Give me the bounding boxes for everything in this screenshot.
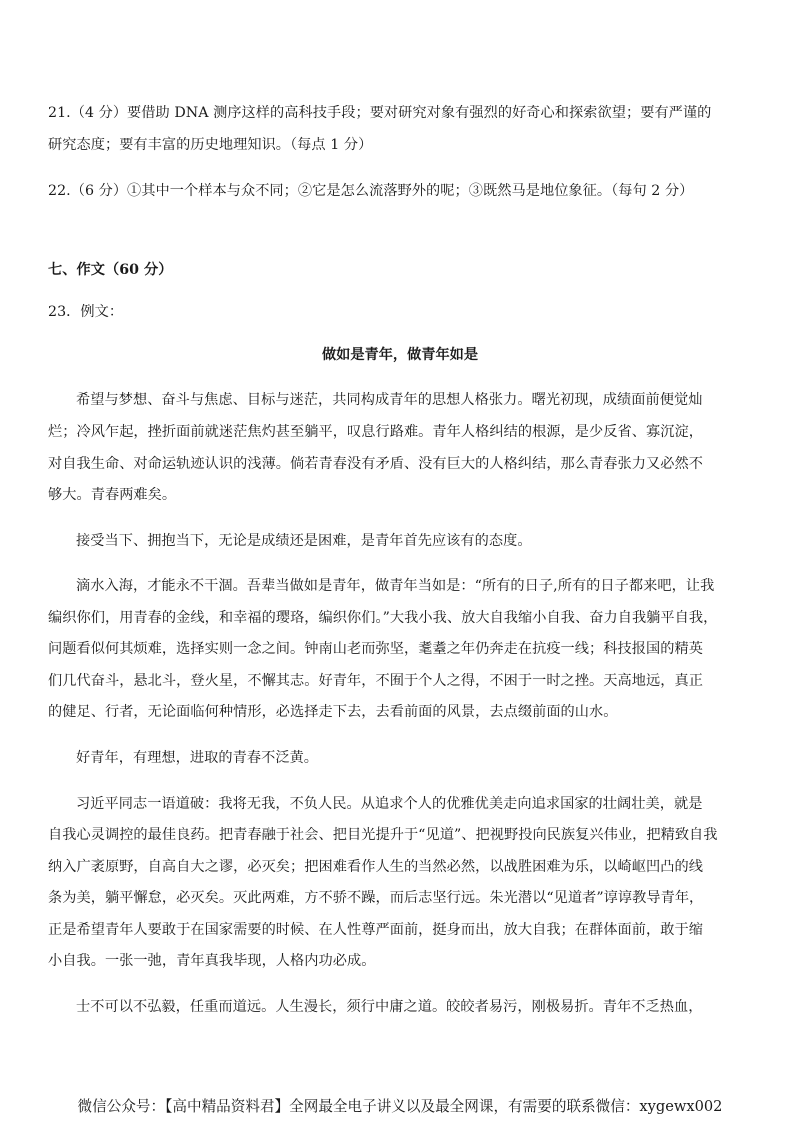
essay-p3-line: 滴水入海，才能永不干涸。吾辈当做如是青年，做青年当如是：“所有的日子,所有的日子都来吧，让我 xyxy=(76,578,715,594)
essay-p1-line: 对自我生命、对命运轨迹认识的浅薄。倘若青春没有矛盾、没有巨大的人格纠结，那么青春张力又必然不 xyxy=(48,456,703,472)
essay-p4-line: 好青年，有理想，进取的青春不泛黄。 xyxy=(76,750,319,766)
q21-line-1: 21.（4 分）要借助 DNA 测序这样的高科技手段；要对研究对象有强烈的好奇心和探索欲望；要有严谨的 xyxy=(48,105,712,121)
essay-p5-line: 条为美，躺平懈怠，必灭矣。灭此两难，方不骄不躁，而后志坚行远。朱光潜以“见道者”谆谆教导青年， xyxy=(48,890,704,906)
essay-title: 做如是青年，做青年如是 xyxy=(321,347,479,363)
essay-p2-line: 接受当下、拥抱当下，无论是成绩还是困难，是青年首先应该有的态度。 xyxy=(76,533,532,549)
essay-p3-line: 们几代奋斗，悬北斗，登火星，不懈其志。好青年，不囿于个人之得，不困于一时之挫。天高地远，真正 xyxy=(48,673,703,689)
essay-p1-line: 够大。青春两难矣。 xyxy=(48,487,177,503)
question-23-label: 23．例文： xyxy=(48,304,124,320)
essay-p3-line: 的健足、行者，无论面临何种情形，必选择走下去，去看前面的风景，去点缀前面的山水。 xyxy=(48,704,618,720)
essay-p5-line: 习近平同志一语道破：我将无我，不负人民。从追求个人的优雅优美走向追求国家的壮阔壮美，就是 xyxy=(76,796,703,812)
essay-p1-line: 烂；冷风乍起，挫折面前就迷茫焦灼甚至躺平，叹息行路难。青年人格纠结的根源，是少反省、寡沉淀， xyxy=(48,424,703,440)
essay-p6-line: 士不可以不弘毅，任重而道远。人生漫长，须行中庸之道。皎皎者易污，刚极易折。青年不乏热血， xyxy=(76,999,703,1015)
essay-p1-line: 希望与梦想、奋斗与焦虑、目标与迷茫，共同构成青年的思想人格张力。曙光初现，成绩面前便觉灿 xyxy=(76,392,703,408)
section-heading: 七、作文（60 分） xyxy=(48,262,173,278)
essay-p5-line: 正是希望青年人要敢于在国家需要的时候、在人性尊严面前，挺身而出，放大自我；在群体面前，敢于缩 xyxy=(48,922,703,938)
footer-contact: 微信公众号：【高中精品资料君】全网最全电子讲义以及最全网课，有需要的联系微信：xygewx002 xyxy=(77,1098,723,1115)
essay-p5-line: 小自我。一张一弛，青年真我毕现，人格内功必成。 xyxy=(48,953,376,969)
essay-p5-line: 纳入广袤原野，自高自大之谬，必灭矣；把困难看作人生的当然必然，以战胜困难为乐，以崎岖凹凸的线 xyxy=(48,859,703,875)
q21-line-2: 研究态度；要有丰富的历史地理知识。（每点 1 分） xyxy=(48,137,373,153)
essay-p3-line: 问题看似何其烦难，选择实则一念之间。钟南山老而弥坚，耄耋之年仍奔走在抗疫一线；科技报国的精英 xyxy=(48,641,703,657)
essay-p3-line: 编织你们，用青春的金线，和幸福的璎珞，编织你们。”大我小我、放大自我缩小自我、奋力自我躺平自我， xyxy=(48,610,718,626)
essay-p5-line: 自我心灵调控的最佳良药。把青春融于社会、把目光提升于“见道”、把视野投向民族复兴伟业，把精致自我 xyxy=(48,827,718,843)
q22-line-1: 22.（6 分）①其中一个样本与众不同；②它是怎么流落野外的呢；③既然马是地位象征。（每句 2 分） xyxy=(48,183,694,199)
